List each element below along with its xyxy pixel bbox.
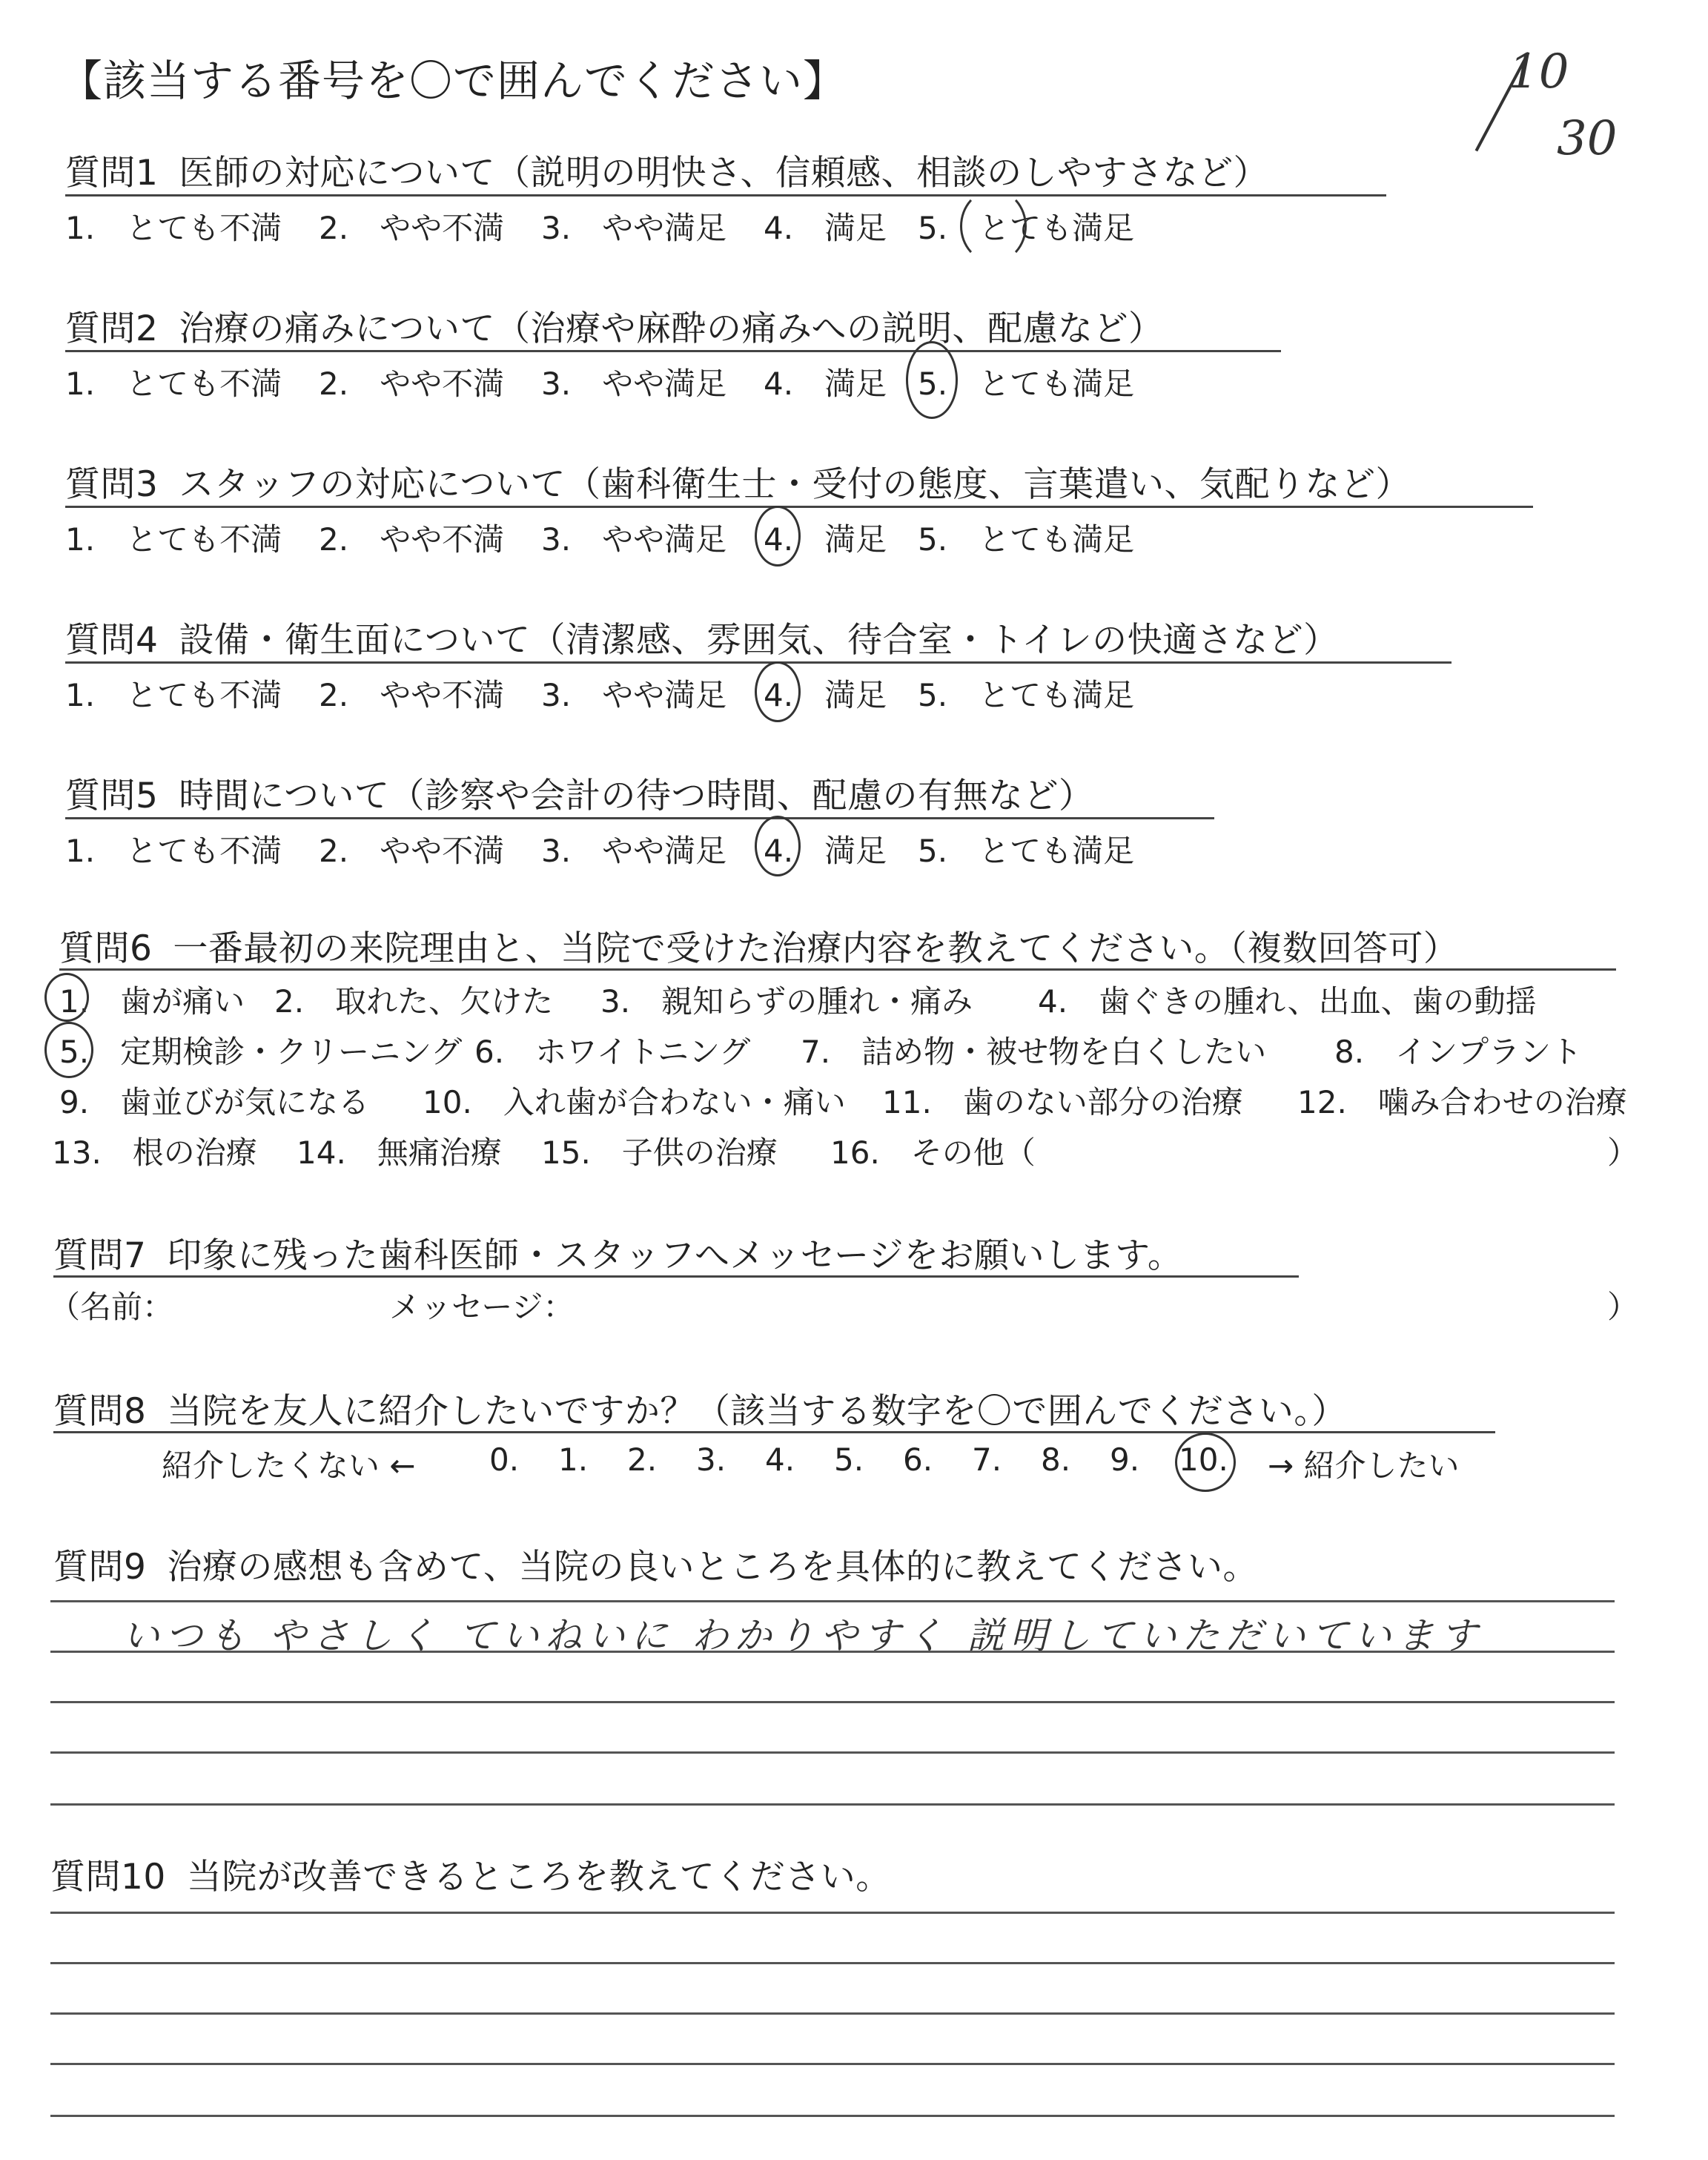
q6-option-2[interactable]: 2. 取れた、欠けた (274, 983, 554, 1020)
question-1-title (65, 145, 1268, 195)
question-9-title (53, 1539, 1258, 1589)
writing-line (50, 1651, 1615, 1653)
underline (65, 661, 1452, 664)
question-3-options (65, 515, 1134, 560)
q6-option-3[interactable]: 3. 親知らずの腫れ・痛み (600, 983, 973, 1020)
option-3[interactable]: 3. やや満足 (541, 366, 727, 402)
question-4-title (65, 612, 1339, 662)
message-close-paren: ） (1607, 1289, 1639, 1325)
question-number: 質問10 (50, 1857, 166, 1898)
q6-option-1[interactable]: 1. 歯が痛い (59, 983, 245, 1020)
option-4[interactable]: 4. 満足 (764, 210, 887, 246)
option-2[interactable]: 2. やや不満 (319, 366, 505, 402)
q6-row-4 (52, 1129, 1036, 1173)
option-3[interactable]: 3. やや満足 (541, 833, 727, 869)
underline (53, 1431, 1495, 1433)
question-number: 質問6 (59, 928, 153, 969)
question-5-title (65, 768, 1093, 818)
scale-2[interactable]: 2. (627, 1441, 658, 1478)
question-8-title (53, 1384, 1347, 1433)
scale-9[interactable]: 9. (1110, 1441, 1140, 1478)
scale-6[interactable]: 6. (903, 1441, 933, 1478)
question-text: 治療の痛みについて（治療や麻酔の痛みへの説明、配慮など） (179, 308, 1164, 349)
scale-8[interactable]: 8. (1041, 1441, 1071, 1478)
underline (65, 506, 1533, 508)
q6-other-close-paren: ） (1607, 1135, 1639, 1171)
question-text: 医師の対応について（説明の明快さ、信頼感、相談のしやすさなど） (179, 153, 1269, 194)
q6-option-7[interactable]: 7. 詰め物・被せ物を白くしたい (801, 1034, 1267, 1070)
q6-row-2 (59, 1028, 1582, 1072)
q6-row-3 (59, 1078, 1627, 1123)
instruction-header: 【該当する番号を〇で囲んでください】 (59, 56, 847, 106)
scale-7[interactable]: 7. (972, 1441, 1002, 1478)
option-2[interactable]: 2. やや不満 (319, 833, 505, 869)
question-text: 時間について（診察や会計の待つ時間、配慮の有無など） (179, 776, 1094, 816)
question-number: 質問2 (65, 308, 159, 349)
scale-4[interactable]: 4. (765, 1441, 795, 1478)
q6-option-16[interactable]: 16. その他（ (830, 1135, 1036, 1171)
q6-option-8[interactable]: 8. インプラント (1334, 1034, 1583, 1070)
option-2[interactable]: 2. やや不満 (319, 521, 505, 558)
option-3[interactable]: 3. やや満足 (541, 677, 727, 713)
scale-10[interactable]: 10. (1179, 1441, 1228, 1478)
question-5-options (65, 827, 1134, 871)
recommend-label: → 紹介したい (1268, 1447, 1460, 1484)
question-number: 質問1 (65, 153, 159, 194)
writing-line (50, 1912, 1615, 1914)
underline (65, 817, 1214, 819)
q6-option-9[interactable]: 9. 歯並びが気になる (59, 1084, 370, 1120)
scale-1[interactable]: 1. (558, 1441, 589, 1478)
underline (65, 350, 1281, 352)
option-5[interactable]: 5. とても満足 (918, 677, 1135, 713)
question-text: 当院を友人に紹介したいですか？（該当する数字を〇で囲んでください。） (167, 1391, 1347, 1432)
question-2-title (65, 301, 1164, 351)
date-month: 10 (1509, 44, 1569, 99)
writing-line (50, 2115, 1615, 2117)
option-4[interactable]: 4. 満足 (764, 521, 887, 558)
q6-option-13[interactable]: 13. 根の治療 (52, 1135, 257, 1171)
question-number: 質問5 (65, 776, 159, 816)
option-1[interactable]: 1. とても不満 (65, 521, 282, 558)
q9-handwritten-answer[interactable]: いつも やさしく ていねいに わかりやすく 説明していただいています (122, 1614, 1483, 1657)
question-7-title (53, 1228, 1182, 1278)
writing-line (50, 1803, 1615, 1806)
name-label: （名前： (49, 1289, 174, 1325)
writing-line (50, 1751, 1615, 1754)
option-5[interactable]: 5. とても満足 (918, 521, 1135, 558)
question-10-title (50, 1849, 891, 1899)
question-number: 質問4 (65, 620, 159, 661)
question-number: 質問8 (53, 1391, 147, 1432)
q6-option-5[interactable]: 5. 定期検診・クリーニング (59, 1034, 463, 1070)
underline (65, 194, 1386, 196)
q6-row-1 (59, 977, 1537, 1022)
question-4-options (65, 671, 1134, 716)
q6-option-11[interactable]: 11. 歯のない部分の治療 (882, 1084, 1243, 1120)
question-number: 質問3 (65, 464, 159, 505)
option-5[interactable]: 5. とても満足 (918, 366, 1135, 402)
option-4[interactable]: 4. 満足 (764, 366, 887, 402)
writing-line (50, 2012, 1615, 2015)
option-3[interactable]: 3. やや満足 (541, 210, 727, 246)
writing-line (50, 2063, 1615, 2065)
option-3[interactable]: 3. やや満足 (541, 521, 727, 558)
date-day: 30 (1557, 111, 1618, 166)
option-1[interactable]: 1. とても不満 (65, 677, 282, 713)
q6-option-14[interactable]: 14. 無痛治療 (297, 1135, 502, 1171)
question-number: 質問9 (53, 1547, 147, 1588)
scale-0[interactable]: 0. (489, 1441, 520, 1478)
question-number: 質問7 (53, 1235, 147, 1276)
question-1-options (65, 204, 1134, 248)
option-5[interactable]: 5. とても満足 (918, 210, 1135, 246)
option-1[interactable]: 1. とても不満 (65, 210, 282, 246)
q8-scale (489, 1441, 1253, 1478)
question-text: 当院が改善できるところを教えてください。 (186, 1857, 891, 1898)
writing-line (50, 1962, 1615, 1964)
not-recommend-label: 紹介したくない ← (162, 1447, 416, 1484)
message-label: メッセージ： (389, 1289, 575, 1325)
q6-option-6[interactable]: 6. ホワイトニング (474, 1034, 751, 1070)
q6-option-4[interactable]: 4. 歯ぐきの腫れ、出血、歯の動揺 (1038, 983, 1537, 1020)
question-text: スタッフの対応について（歯科衛生士・受付の態度、言葉遣い、気配りなど） (179, 464, 1411, 505)
option-1[interactable]: 1. とても不満 (65, 366, 282, 402)
question-text: 設備・衛生面について（清潔感、雰囲気、待合室・トイレの快適さなど） (179, 620, 1339, 661)
underline (53, 1275, 1299, 1278)
scale-5[interactable]: 5. (834, 1441, 864, 1478)
option-4[interactable]: 4. 満足 (764, 833, 887, 869)
question-text: 印象に残った歯科医師・スタッフへメッセージをお願いします。 (167, 1235, 1183, 1276)
writing-line (50, 1600, 1615, 1602)
date-slash (1475, 52, 1530, 151)
option-1[interactable]: 1. とても不満 (65, 833, 282, 869)
scale-3[interactable]: 3. (696, 1441, 726, 1478)
option-4[interactable]: 4. 満足 (764, 677, 887, 713)
question-3-title (65, 457, 1411, 506)
writing-line (50, 1701, 1615, 1703)
question-text: 治療の感想も含めて、当院の良いところを具体的に教えてください。 (167, 1547, 1258, 1588)
question-text: 一番最初の来院理由と、当院で受けた治療内容を教えてください。（複数回答可） (173, 928, 1459, 969)
underline (59, 968, 1616, 971)
q6-option-12[interactable]: 12. 噛み合わせの治療 (1297, 1084, 1627, 1120)
q6-option-15[interactable]: 15. 子供の治療 (541, 1135, 778, 1171)
option-2[interactable]: 2. やや不満 (319, 210, 505, 246)
question-2-options (65, 360, 1134, 404)
q6-option-10[interactable]: 10. 入れ歯が合わない・痛い (423, 1084, 846, 1120)
question-6-title (59, 921, 1458, 971)
option-5[interactable]: 5. とても満足 (918, 833, 1135, 869)
option-2[interactable]: 2. やや不満 (319, 677, 505, 713)
